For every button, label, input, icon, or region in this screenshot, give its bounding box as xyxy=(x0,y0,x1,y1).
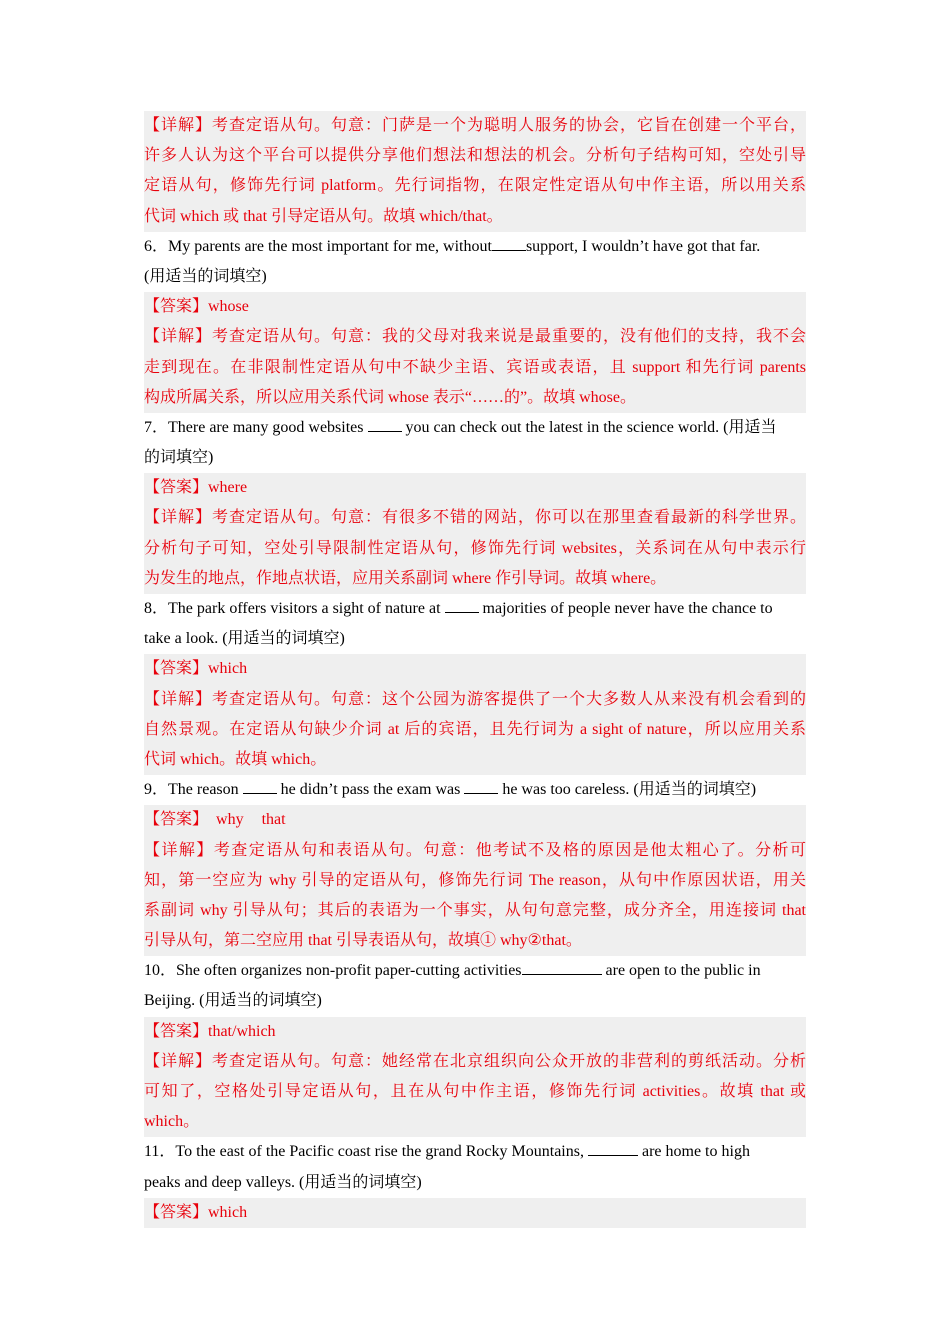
question-6 xyxy=(144,232,806,292)
explanation-line: 【详解】考查定语从句。句意：她经常在北京组织向公众开放的非营利的剪纸活动。分析 xyxy=(144,1052,806,1070)
explanation-block xyxy=(144,111,806,232)
answer-block xyxy=(144,805,806,835)
explanation-line: which。 xyxy=(144,1113,200,1131)
document-page xyxy=(144,111,806,1228)
question-text: The park offers visitors a sight of nature at xyxy=(168,600,441,617)
question-9 xyxy=(144,775,806,805)
answer-text: 【答案】whose xyxy=(144,298,249,316)
question-number: 6． xyxy=(144,237,169,255)
answer-text: 【答案】where xyxy=(144,479,248,497)
question-instruction: 的词填空) xyxy=(144,449,214,467)
explanation-block xyxy=(144,1047,806,1138)
answer-blank xyxy=(522,958,602,975)
question-7 xyxy=(144,413,806,473)
answer-text: 【答案】which xyxy=(144,1203,248,1221)
question-line xyxy=(144,413,806,443)
answer-value: why xyxy=(216,811,244,829)
question-text: The reason xyxy=(168,781,239,799)
answer-label: 【答案】 xyxy=(144,811,209,829)
question-10 xyxy=(144,956,806,1016)
question-text: majorities of people never have the chance to xyxy=(482,600,773,617)
answer-text: 【答案】that/which xyxy=(144,1022,276,1040)
question-text: There are many good websites xyxy=(168,418,364,436)
explanation-line: 知，第一空应为 why 引导的定语从句，修饰先行词 The reason，从句中作原因状语，用关 xyxy=(144,871,806,889)
question-text: are home to high xyxy=(641,1143,750,1161)
answer-block xyxy=(144,292,806,322)
explanation-line: 为发生的地点，作地点状语，应用关系副词 where 作引导词。故填 where。 xyxy=(144,569,667,587)
question-instruction: (用适当的词填空) xyxy=(144,267,267,285)
explanation-block xyxy=(144,503,806,594)
answer-blank xyxy=(464,777,498,794)
question-number: 10． xyxy=(144,962,177,980)
answer-blank xyxy=(445,596,479,613)
answer-value: that xyxy=(261,811,286,829)
answer-blank xyxy=(368,415,402,432)
explanation-line: 自然景观。在定语从句缺少介词 at 后的宾语，且先行词为 a sight of nature，所以应用关系 xyxy=(144,720,806,738)
question-8 xyxy=(144,594,806,654)
explanation-line: 定语从句，修饰先行词 platform。先行词指物，在限定性定语从句中作主语，所以用关系 xyxy=(144,177,806,195)
answer-block xyxy=(144,1198,806,1228)
explanation-block xyxy=(144,322,806,413)
explanation-line: 走到现在。在非限制性定语从句中不缺少主语、宾语或表语，且 support 和先行词 parents xyxy=(144,358,806,376)
answer-block xyxy=(144,473,806,503)
explanation-line: 引导从句，第二空应用 that 引导表语从句，故填① why②that。 xyxy=(144,932,582,950)
explanation-line: 【详解】考查定语从句。句意：这个公园为游客提供了一个大多数人从来没有机会看到的 xyxy=(144,690,806,708)
question-instruction: Beijing. (用适当的词填空) xyxy=(144,992,322,1010)
explanation-line: 许多人认为这个平台可以提供分享他们想法和想法的机会。分析句子结构可知，空处引导 xyxy=(144,147,806,165)
question-text: you can check out the latest in the science world. (用适当 xyxy=(405,418,777,436)
explanation-line: 【详解】考查定语从句。句意：有很多不错的网站，你可以在那里查看最新的科学世界。 xyxy=(144,509,806,527)
question-text: he didn’t pass the exam was xyxy=(280,781,461,799)
answer-blank xyxy=(243,777,277,794)
question-line xyxy=(144,594,806,624)
explanation-line: 【详解】考查定语从句。句意：门萨是一个为聪明人服务的协会，它旨在创建一个平台， xyxy=(144,117,806,134)
question-11 xyxy=(144,1137,806,1197)
question-number: 11． xyxy=(144,1143,176,1161)
question-line xyxy=(144,1137,806,1167)
question-line xyxy=(144,775,806,805)
question-instruction: peaks and deep valleys. (用适当的词填空) xyxy=(144,1173,422,1191)
question-text: he was too careless. (用适当的词填空) xyxy=(502,781,757,799)
question-instruction: take a look. (用适当的词填空) xyxy=(144,630,345,648)
explanation-line: 系副词 why 引导从句；其后的表语为一个事实，从句句意完整，成分齐全，用连接词 that xyxy=(144,901,806,919)
explanation-block xyxy=(144,685,806,776)
answer-text: 【答案】which xyxy=(144,660,248,678)
explanation-line: 可知了，空格处引导定语从句，且在从句中作主语，修饰先行词 activities。故填 that 或 xyxy=(144,1083,806,1100)
explanation-line: 【详解】考查定语从句。句意：我的父母对我来说是最重要的，没有他们的支持，我不会 xyxy=(144,328,806,346)
question-number: 8． xyxy=(144,600,169,617)
explanation-line: 构成所属关系，所以应用关系代词 whose 表示“……的”。故填 whose。 xyxy=(144,388,636,406)
answer-text xyxy=(144,805,806,835)
question-text: are open to the public in xyxy=(605,962,761,980)
question-line xyxy=(144,232,806,262)
question-line xyxy=(144,956,806,986)
question-number: 7． xyxy=(144,418,169,436)
explanation-line: 代词 which。故填 which。 xyxy=(144,750,327,768)
answer-blank xyxy=(588,1139,638,1156)
answer-block xyxy=(144,1017,806,1047)
question-number: 9． xyxy=(144,781,169,799)
answer-block xyxy=(144,654,806,684)
answer-blank xyxy=(492,234,526,251)
question-text: To the east of the Pacific coast rise the grand Rocky Mountains, xyxy=(175,1143,584,1161)
explanation-block xyxy=(144,836,806,957)
explanation-line: 分析句子可知，空处引导限制性定语从句，修饰先行词 websites，关系词在从句中表示行 xyxy=(144,539,806,557)
question-text: My parents are the most important for me, without xyxy=(168,237,492,255)
explanation-line: 【详解】考查定语从句和表语从句。句意：他考试不及格的原因是他太粗心了。分析可 xyxy=(144,841,806,859)
question-text: support, I wouldn’t have got that far. xyxy=(525,237,761,255)
explanation-line: 代词 which 或 that 引导定语从句。故填 which/that。 xyxy=(144,207,503,225)
question-text: She often organizes non-profit paper-cutting activities xyxy=(176,962,522,980)
